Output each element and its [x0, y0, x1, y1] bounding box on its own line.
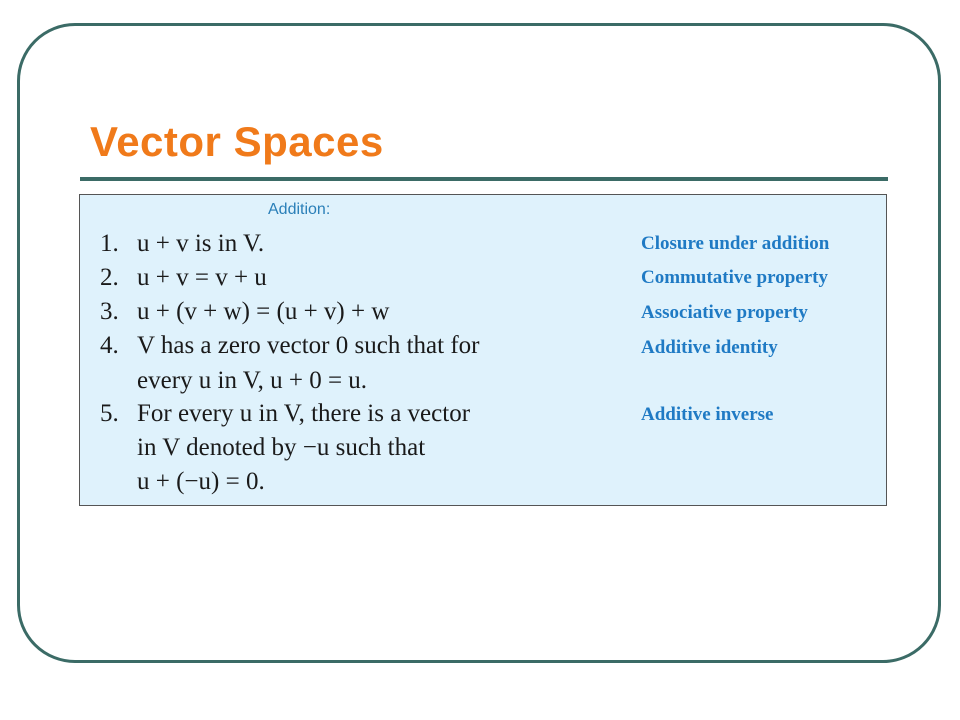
axiom-text: For every u in V, there is a vector: [137, 400, 471, 427]
axiom-number: 5.: [100, 400, 119, 427]
property-label: Additive identity: [641, 337, 778, 358]
axiom-text: u + (v + w) = (u + v) + w: [137, 298, 390, 325]
axiom-text: u + (−u) = 0.: [137, 468, 265, 495]
property-label: Commutative property: [641, 267, 828, 288]
axiom-number: 3.: [100, 298, 119, 325]
property-label: Additive inverse: [641, 404, 774, 425]
axiom-number: 4.: [100, 332, 119, 359]
axiom-text: V has a zero vector 0 such that for: [137, 332, 480, 359]
title-underline: [80, 177, 888, 181]
property-label: Closure under addition: [641, 233, 830, 254]
axiom-text: every u in V, u + 0 = u.: [137, 367, 368, 394]
axiom-number: 2.: [100, 264, 119, 291]
axiom-text: u + v is in V.: [137, 230, 265, 257]
axiom-text: in V denoted by −u such that: [137, 434, 426, 461]
axiom-text: u + v = v + u: [137, 264, 267, 291]
section-label: Addition:: [268, 201, 331, 218]
axiom-number: 1.: [100, 230, 119, 257]
slide-title: Vector Spaces: [90, 118, 384, 165]
property-label: Associative property: [641, 302, 808, 323]
